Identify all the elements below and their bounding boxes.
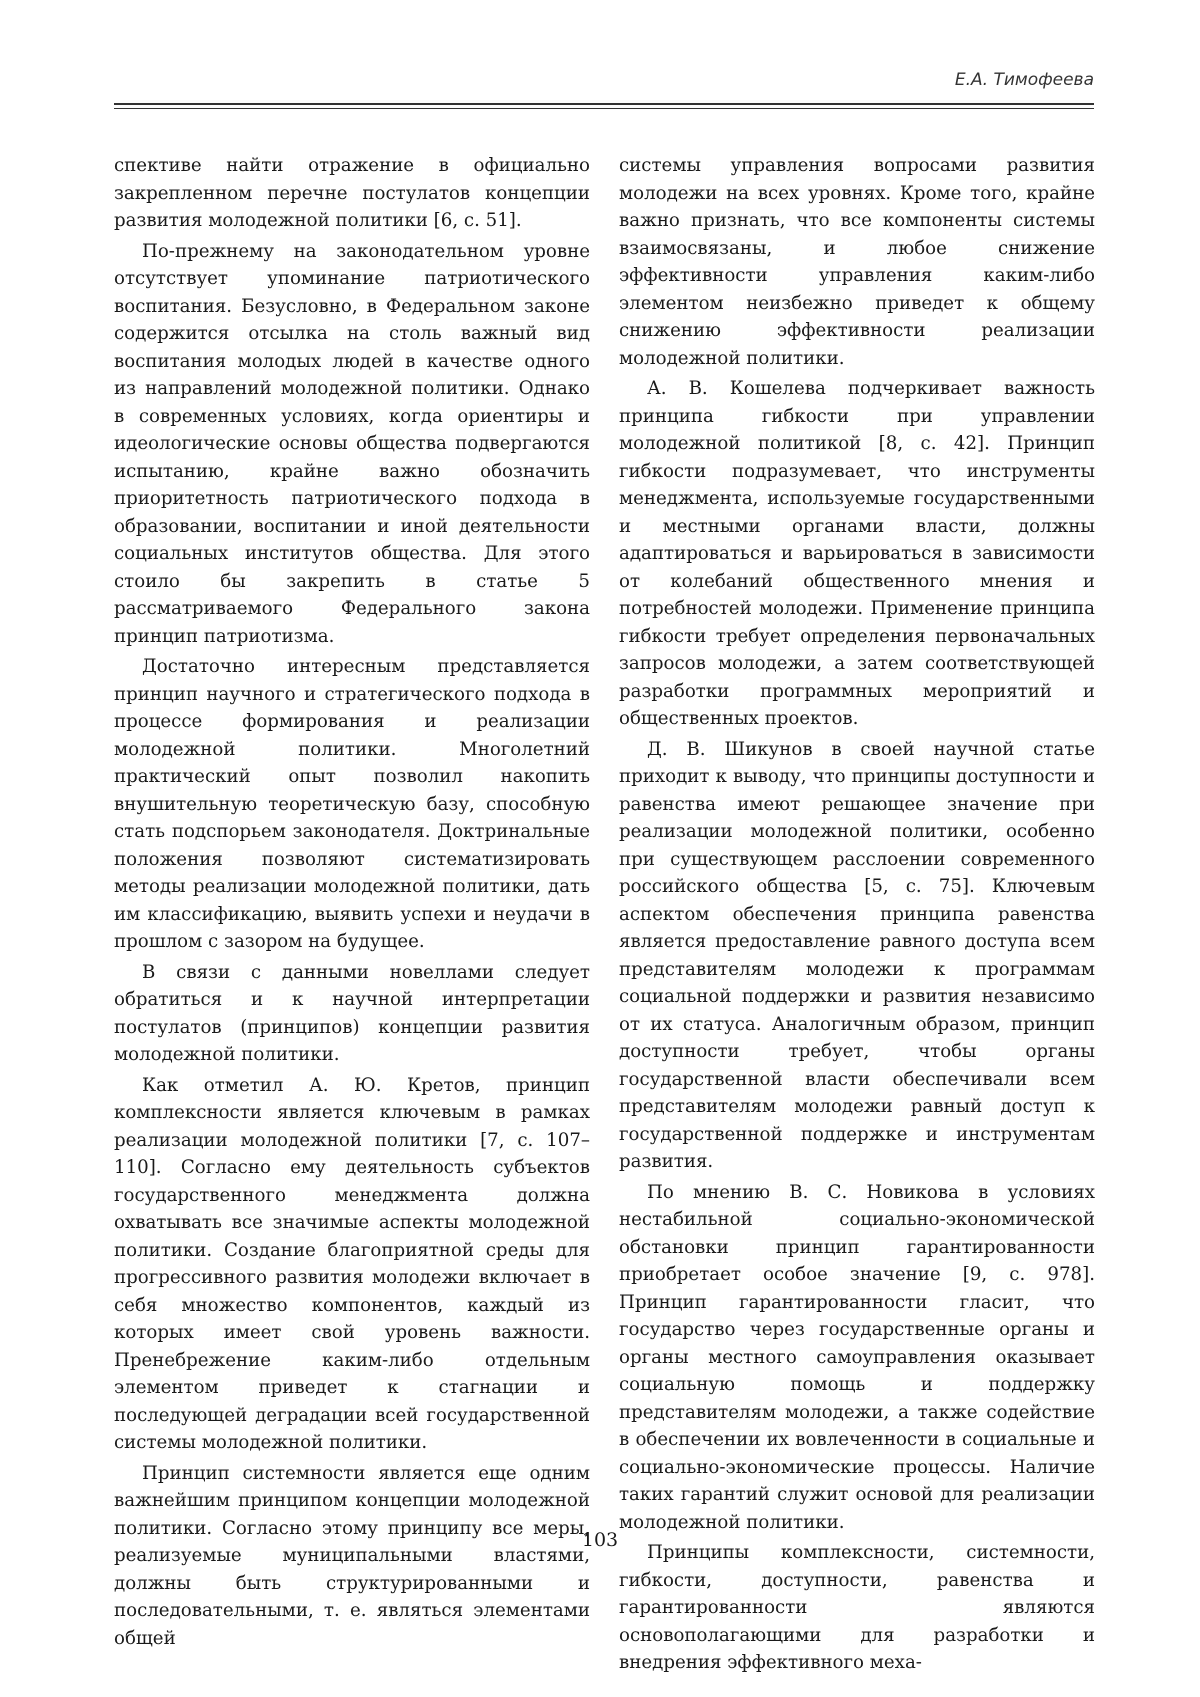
left-column: [114, 152, 590, 1655]
paragraph: спективе найти отражение в официально закрепленном перечне постулатов концепции развития молодежной политики [6, с. 51].: [114, 155, 590, 231]
page-number: 103: [581, 1529, 619, 1551]
paragraph: Д. В. Шикунов в своей научной статье приходит к выводу, что принципы доступности и равенства имеют решающее значение при реализации молодежной политики, особенно при существующем расслоении современного российского общества [5, с. 75]. Ключевым аспектом обеспечения принципа равенства является предоставление равного доступа всем представителям молодежи к программам социальной поддержки и развития независимо от их статуса. Аналогичным образом, принцип доступности требует, чтобы органы государственной власти обеспечивали всем представителям молодежи равный доступ к государственной поддержке и инструментам развития.: [619, 738, 1095, 1172]
header-rule-thin: [114, 108, 1094, 109]
paragraph: Принципы комплексности, системности, гибкости, доступности, равенства и гарантированности являются основополагающими для разработки и внедрения эффективного меха-: [619, 1542, 1095, 1673]
running-head-author: Е.А. Тимофеева: [954, 70, 1094, 90]
header-rule-thick: [114, 103, 1094, 105]
paragraph: По мнению В. С. Новикова в условиях нестабильной социально-экономической обстановки принцип гарантированности приобретает особое значение [9, с. 978]. Принцип гарантированности гласит, что государство через государственные органы и органы местного самоуправления оказывает социальную помощь и поддержку представителям молодежи, а также содействие в обеспечении их вовлеченности в социальные и социально-экономические процессы. Наличие таких гарантий служит основой для реализации молодежной политики.: [619, 1181, 1095, 1533]
paragraph: Принцип системности является еще одним важнейшим принципом концепции молодежной политики. Согласно этому принципу все меры, реализуемые муниципальными властями, должны быть структурированными и последовательными, т. е. являться элементами общей: [114, 1462, 590, 1649]
paragraph: А. В. Кошелева подчеркивает важность принципа гибкости при управлении молодежной политикой [8, с. 42]. Принцип гибкости подразумевает, что инструменты менеджмента, используемые государственными и местными органами власти, должны адаптироваться и варьироваться в зависимости от колебаний общественного мнения и потребностей молодежи. Применение принципа гибкости требует определения первоначальных запросов молодежи, а затем соответствующей разработки программных мероприятий и общественных проектов.: [619, 378, 1095, 729]
paragraph: системы управления вопросами развития молодежи на всех уровнях. Кроме того, крайне важно признать, что все компоненты системы взаимосвязаны, и любое снижение эффективности управления каким-либо элементом неизбежно приведет к общему снижению эффективности реализации молодежной политики.: [619, 155, 1095, 369]
right-column: [619, 152, 1095, 1680]
paragraph: По-прежнему на законодательном уровне отсутствует упоминание патриотического воспитания. Безусловно, в Федеральном законе содержится отсылка на столь важный вид воспитания молодых людей в качестве одного из направлений молодежной политики. Однако в современных условиях, когда ориентиры и идеологические основы общества подвергаются испытанию, крайне важно обозначить приоритетность патриотического подхода в образовании, воспитании и иной деятельности социальных институтов общества. Для этого стоило бы закрепить в статье 5 рассматриваемого Федерального закона принцип патриотизма.: [114, 240, 590, 647]
paragraph: Достаточно интересным представляется принцип научного и стратегического подхода в процессе формирования и реализации молодежной политики. Многолетний практический опыт позволил накопить внушительную теоретическую базу, способную стать подспорьем законодателя. Доктринальные положения позволяют систематизировать методы реализации молодежной политики, дать им классификацию, выявить успехи и неудачи в прошлом с зазором на будущее.: [114, 656, 590, 952]
paragraph: В связи с данными новеллами следует обратиться и к научной интерпретации постулатов (принципов) концепции развития молодежной политики.: [114, 961, 590, 1065]
paragraph: Как отметил А. Ю. Кретов, принцип комплексности является ключевым в рамках реализации молодежной политики [7, с. 107–110]. Согласно ему деятельность субъектов государственного менеджмента должна охватывать все значимые аспекты молодежной политики. Создание благоприятной среды для прогрессивного развития молодежи включает в себя множество компонентов, каждый из которых имеет свой уровень важности. Пренебрежение каким-либо отдельным элементом приведет к стагнации и последующей деградации всей государственной системы молодежной политики.: [114, 1074, 590, 1453]
